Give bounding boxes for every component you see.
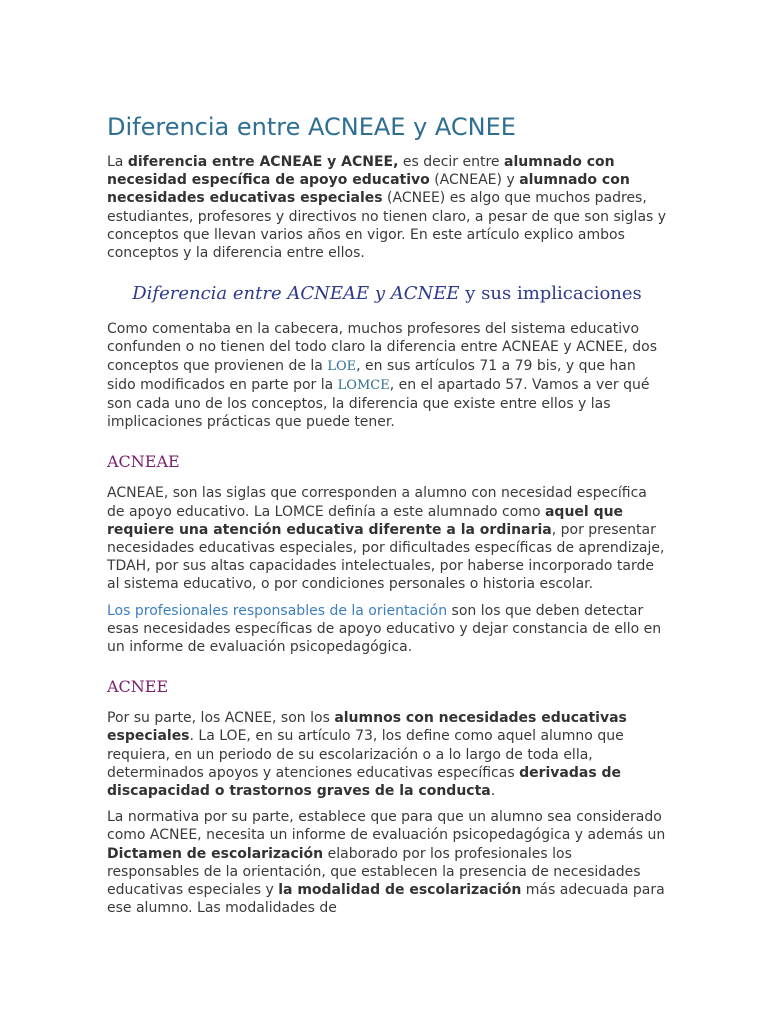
orientation-link[interactable]: Los profesionales responsables de la orientación xyxy=(107,602,448,619)
intro-text-4: (ACNEE) es algo que muchos padres, estudiantes, profesores y directivos no tienen claro, a pesar de que son siglas y conceptos que llevan varios años en vigor. En este artículo explico ambos conceptos y la diferencia entre ellos. xyxy=(107,190,667,262)
acneae-text-2: , por presentar necesidades educativas especiales, por dificultades específicas de aprendizaje, TDAH, por sus altas capacidades intelectuales, por haberse incorporado tarde al sistema educativo, o por condiciones personales o historia escolar. xyxy=(107,521,665,593)
acnee-text-6: más adecuada para ese alumno. Las modalidades de xyxy=(107,882,665,917)
intro-text-3: (ACNEAE) y xyxy=(429,172,520,189)
page-title: Diferencia entre ACNEAE y ACNEE xyxy=(107,113,516,141)
acnee-paragraph-1 xyxy=(107,709,667,800)
acnee-paragraph-2 xyxy=(107,808,667,917)
section-text-2: , en sus artículos 71 a 79 bis, y que han sido modificados en parte por la xyxy=(107,357,636,393)
acnee-text-5: elaborado por los profesionales los responsables de la orientación, que establecen la presencia de necesidades educativas especiales y xyxy=(107,845,641,899)
section-heading-italic: Diferencia entre ACNEAE y ACNEE xyxy=(132,283,460,305)
acneae-bold-1: aquel que requiere una atención educativa diferente a la ordinaria xyxy=(107,503,624,538)
intro-text-1: La xyxy=(107,154,128,170)
intro-bold-2: alumnado con necesidad específica de apoyo educativo xyxy=(107,154,615,189)
acnee-text-3: . xyxy=(490,783,496,800)
acnee-bold-2: derivadas de discapacidad o trastornos graves de la conducta xyxy=(107,764,622,800)
section-heading-rest: y sus implicaciones xyxy=(459,283,642,305)
acnee-text-2: . La LOE, en su artículo 73, los define como aquel alumno que requiera, en un periodo de su escolarización o a lo largo de toda ella, determinados apoyos y atenciones educativas específicas xyxy=(107,728,624,781)
intro-bold-1: diferencia entre ACNEAE y ACNEE, xyxy=(127,154,399,170)
acneae-paragraph-2 xyxy=(107,602,667,657)
acnee-bold-1: alumnos con necesidades educativas especiales xyxy=(107,710,627,745)
acneae-text-3: son los que deben detectar esas necesidades específicas de apoyo educativo y dejar constancia de ello en un informe de evaluación psicopedagógica. xyxy=(107,602,662,656)
acneae-text-1: ACNEAE, son las siglas que corresponden a alumno con necesidad específica de apoyo educativo. La LOMCE definía a este alumnado como xyxy=(107,485,647,520)
article-content xyxy=(107,112,667,918)
intro-text-2: es decir entre xyxy=(398,154,504,170)
section-heading xyxy=(107,282,667,306)
loe-link[interactable]: LOE xyxy=(327,358,357,374)
section-text-1: Como comentaba en la cabecera, muchos profesores del sistema educativo confunden o no tienen del todo claro la diferencia entre ACNEAE y ACNEE, dos conceptos que provienen de la xyxy=(107,321,657,374)
acneae-paragraph-1 xyxy=(107,484,667,593)
acnee-bold-3: Dictamen de escolarización xyxy=(107,845,324,862)
section-paragraph xyxy=(107,320,667,431)
acneae-heading: ACNEAE xyxy=(107,452,180,472)
acnee-heading: ACNEE xyxy=(107,677,169,697)
intro-paragraph xyxy=(107,153,667,262)
acnee-text-4: La normativa por su parte, establece que para que un alumno sea considerado como ACNEE, necesita un informe de evaluación psicopedagógica y además un xyxy=(107,809,666,844)
lomce-link[interactable]: LOMCE xyxy=(337,377,390,393)
acnee-text-1: Por su parte, los ACNEE, son los xyxy=(107,710,335,727)
intro-bold-3: alumnado con necesidades educativas especiales xyxy=(107,172,630,207)
section-text-3: , en el apartado 57. Vamos a ver qué son cada uno de los conceptos, la diferencia que existe entre ellos y las implicaciones prácticas que puede tener. xyxy=(107,376,650,431)
acnee-bold-4: la modalidad de escolarización xyxy=(278,882,522,899)
